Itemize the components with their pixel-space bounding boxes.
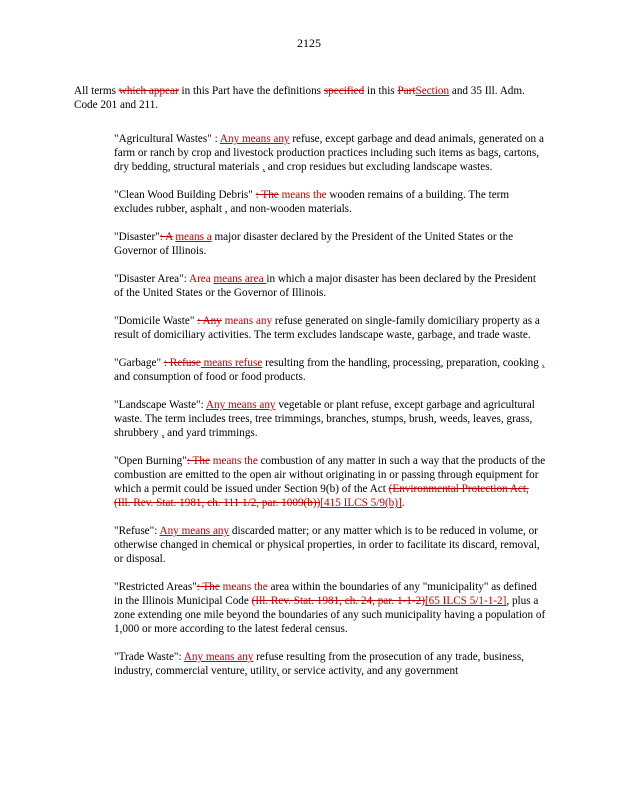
text-run: and yard trimmings. [164, 427, 258, 440]
definition-paragraph [114, 580, 546, 636]
definition-paragraph [114, 314, 546, 342]
inserted-text: [65 ILCS 5/1-1-2] [424, 595, 507, 608]
definition-paragraph [114, 524, 546, 566]
changed-text: means the [209, 455, 258, 468]
deleted-text: which appear [118, 85, 179, 98]
intro-paragraph [74, 84, 544, 112]
text-run: "Clean Wood Building Debris" [114, 189, 256, 202]
definition-paragraph [114, 272, 546, 300]
text-run: "Refuse": [114, 525, 160, 538]
inserted-text: Any means any [219, 133, 290, 146]
inserted-text: , [161, 427, 165, 440]
text-run: in which a major disaster has been declared by the President of the United States or the Governor of Illinois. [114, 273, 536, 300]
changed-text: means any [221, 315, 273, 328]
deleted-text: : The [196, 581, 220, 594]
deleted-text: (Ill. Rev. Stat. 1981, ch. 24, par. 1-1-2) [251, 595, 425, 608]
deleted-text: : The [186, 455, 210, 468]
inserted-text: Any means any [205, 399, 276, 412]
deleted-text: Part [397, 85, 416, 98]
deleted-text: (Environmental Protection Act, (Ill. Rev. Stat. 1981, ch. 111 1/2, par. 1009(b)) [114, 483, 529, 510]
inserted-text: Any means any [159, 525, 230, 538]
deleted-text: : Refuse [163, 357, 201, 370]
text-run: refuse, except garbage and dead animals, generated on a farm or ranch by crop and livestock production practices including such items as bags, cartons, dry bedding, structural materials [114, 133, 544, 174]
changed-text: Area [189, 273, 214, 286]
deleted-text: specified [323, 85, 365, 98]
definitions-list [114, 121, 546, 692]
definition-paragraph [114, 650, 546, 678]
text-run: "Garbage" [114, 357, 164, 370]
text-run: and crop residues but excluding landscape wastes. [265, 161, 493, 174]
inserted-text: means area [213, 273, 267, 286]
text-run: . [401, 497, 405, 510]
text-run: "Landscape Waste": [114, 399, 206, 412]
changed-text: means the [278, 189, 327, 202]
text-run: in this Part have the definitions [178, 85, 324, 98]
text-run: and 35 Ill. Adm. Code 201 and 211. [74, 85, 525, 112]
text-run: "Disaster" [114, 231, 160, 244]
text-run: "Agricultural Wastes" : [114, 133, 220, 146]
deleted-text: : Any [197, 315, 222, 328]
definition-paragraph [114, 356, 546, 384]
text-run: "Open Burning" [114, 455, 187, 468]
text-run: "Trade Waste": [114, 651, 184, 664]
text-run: "Disaster Area": [114, 273, 189, 286]
page-number: 2125 [297, 36, 321, 50]
inserted-text: means refuse [200, 357, 263, 370]
definition-paragraph [114, 230, 546, 258]
text-run: in this [364, 85, 398, 98]
text-run: discarded matter; or any matter which is to be reduced in volume, or otherwise changed in chemical or physical properties, in order to facilitate its discard, removal, or disposal. [114, 525, 540, 566]
inserted-text: means a [175, 231, 212, 244]
text-run: wooden remains of a building. The term excludes rubber, asphalt , and non-wooden materials. [114, 189, 510, 216]
inserted-text: , [276, 665, 280, 678]
inserted-text: Any means any [183, 651, 254, 664]
deleted-text: : The [255, 189, 279, 202]
text-run: and consumption of food or food products. [114, 371, 306, 384]
text-run: refuse resulting from the prosecution of any trade, business, industry, commercial venture, utility [114, 651, 524, 678]
deleted-text: : A [159, 231, 173, 244]
text-run: area within the boundaries of any "municipality" as defined in the Illinois Municipal Code [114, 581, 537, 608]
text-run: "Restricted Areas" [114, 581, 197, 594]
definition-paragraph [114, 454, 546, 510]
text-run: vegetable or plant refuse, except garbage and agricultural waste. The term includes trees, tree trimmings, branches, stumps, brush, weeds, leaves, grass, shrubbery [114, 399, 535, 440]
definition-paragraph [114, 132, 546, 174]
text-run: "Domicile Waste" [114, 315, 198, 328]
inserted-text: , [262, 161, 265, 174]
definition-paragraph [114, 398, 546, 440]
inserted-text: , [541, 357, 545, 370]
text-run: resulting from the handling, processing, preparation, cooking [262, 357, 542, 370]
text-run: , plus a zone extending one mile beyond the boundaries of any such municipality having a population of 1,000 or more according to the latest federal census. [114, 595, 546, 636]
changed-text: means the [219, 581, 268, 594]
definition-paragraph [114, 188, 546, 216]
text-run: refuse generated on single-family domiciliary property as a result of domiciliary activities. The term excludes landscape waste, garbage, and trade waste. [114, 315, 540, 342]
text-run: All terms [74, 85, 119, 98]
text-run: or service activity, and any government [279, 665, 459, 678]
inserted-text: Section [415, 85, 450, 98]
inserted-text: [415 ILCS 5/9(b)] [320, 497, 402, 510]
text-run: combustion of any matter in such a way that the products of the combustion are emitted to the open air without originating in or passing through equipment for which a permit could be issued under Section 9(b) of the Act [114, 455, 546, 496]
text-run: major disaster declared by the President of the United States or the Governor of Illinois. [114, 231, 514, 258]
